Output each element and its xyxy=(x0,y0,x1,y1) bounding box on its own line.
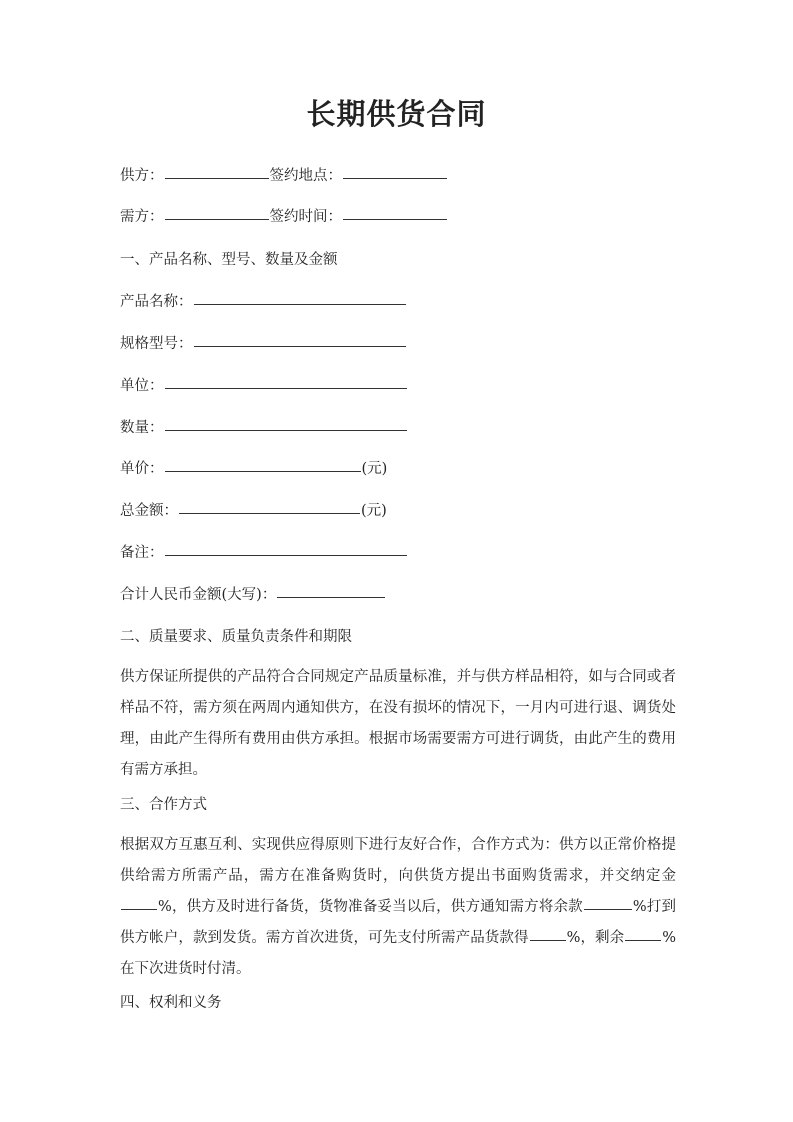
product-name-label: 产品名称： xyxy=(120,294,193,310)
rmb-total-blank[interactable] xyxy=(277,596,385,598)
unit-price-blank[interactable] xyxy=(165,470,361,472)
supplier-line xyxy=(120,166,448,186)
product-name-blank[interactable] xyxy=(194,303,406,305)
remark-blank[interactable] xyxy=(165,554,407,556)
sign-place-blank[interactable] xyxy=(343,177,447,179)
unit-price-label: 单价： xyxy=(120,461,164,477)
rmb-total-line xyxy=(120,585,386,605)
section1-heading: 一、产品名称、型号、数量及金额 xyxy=(120,252,338,268)
section3-text-3: %打到供方帐户，款到发货。需方首次进货，可先支付所需产品货款得 xyxy=(120,899,677,946)
section2-body: 供方保证所提供的产品符合合同规定产品质量标准，并与供方样品相符，如与合同或者样品不符，需方须在两周内通知供方，在没有损坏的情况下，一月内可进行退、调货处理，由此产生得所有费用由供方承担。根据市场需要需方可进行调货，由此产生的费用有需方承担。 xyxy=(120,669,676,778)
spec-model-blank[interactable] xyxy=(194,345,406,347)
deposit-pct-blank[interactable] xyxy=(121,908,157,910)
remark-line xyxy=(120,543,408,563)
section3-text-2: %，供方及时进行备货，货物准备妥当以后，供方通知需方将余款 xyxy=(158,899,583,915)
section3-text-5: %在下次进货时付清。 xyxy=(120,930,677,977)
quantity-blank[interactable] xyxy=(165,429,407,431)
balance-pct-blank[interactable] xyxy=(584,908,632,910)
spec-model-label: 规格型号： xyxy=(120,336,193,352)
section3-heading: 三、合作方式 xyxy=(120,797,207,813)
section4-heading: 四、权利和义务 xyxy=(120,995,222,1011)
buyer-label: 需方： xyxy=(120,209,164,225)
section2-heading: 二、质量要求、质量负责条件和期限 xyxy=(120,629,352,645)
rmb-total-label: 合计人民币金额(大写)： xyxy=(120,587,277,603)
buyer-line xyxy=(120,207,448,227)
product-name-line xyxy=(120,292,407,312)
buyer-blank[interactable] xyxy=(165,218,269,220)
total-label: 总金额： xyxy=(120,503,178,519)
supplier-label: 供方： xyxy=(120,168,164,184)
section3-text-1: 根据双方互惠互利、实现供应得原则下进行友好合作，合作方式为：供方以正常价格提供给需方所需产品，需方在准备购货时，向供货方提出书面购货需求，并交纳定金 xyxy=(120,837,676,884)
unit-blank[interactable] xyxy=(165,387,407,389)
supplier-blank[interactable] xyxy=(165,177,269,179)
spec-model-line xyxy=(120,334,407,354)
unit-label: 单位： xyxy=(120,378,164,394)
quantity-label: 数量： xyxy=(120,420,164,436)
sign-place-label: 签约地点： xyxy=(269,168,342,184)
unit-price-suffix: (元) xyxy=(361,461,388,477)
remaining-pct-blank[interactable] xyxy=(625,939,661,941)
unit-line xyxy=(120,376,408,396)
total-blank[interactable] xyxy=(179,512,360,514)
sign-time-blank[interactable] xyxy=(343,218,447,220)
total-suffix: (元) xyxy=(361,503,387,519)
section3-body xyxy=(120,830,676,985)
section3-text-4: %，剩余 xyxy=(566,930,625,946)
unit-price-line xyxy=(120,459,387,479)
sign-time-label: 签约时间： xyxy=(269,209,342,225)
total-line xyxy=(120,501,387,521)
quantity-line xyxy=(120,418,408,438)
first-pay-pct-blank[interactable] xyxy=(530,939,566,941)
remark-label: 备注： xyxy=(120,545,164,561)
document-title: 长期供货合同 xyxy=(306,97,487,131)
